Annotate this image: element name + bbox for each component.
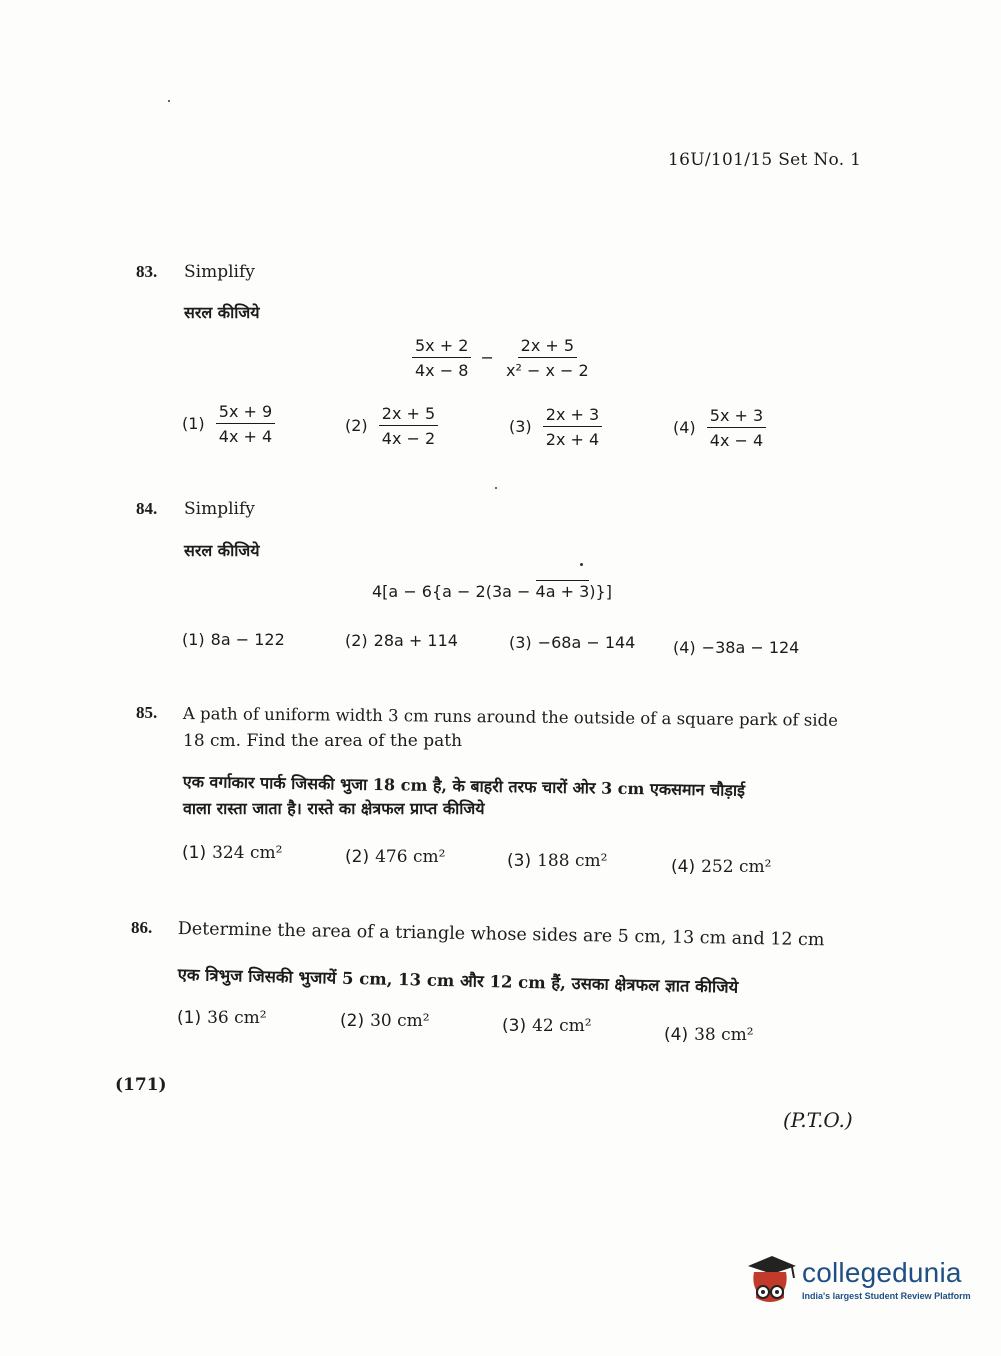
option-label: (4) [664, 1025, 689, 1045]
question-84-prompt-hi: सरल कीजिये [184, 541, 260, 560]
fraction-numerator: 2x + 5 [379, 404, 438, 426]
fraction-denominator: 4x + 4 [218, 427, 273, 446]
fraction-denominator: x² − x − 2 [506, 361, 589, 380]
option-label: (1) [182, 843, 207, 863]
question-84-option-1[interactable] [182, 630, 285, 649]
option-value: 476 cm² [375, 847, 446, 867]
option-label: (3) [507, 851, 532, 871]
question-83-prompt-hi: सरल कीजिये [184, 303, 260, 322]
option-label: (1) [177, 1008, 202, 1028]
option-label: (3) [509, 633, 532, 652]
question-86-text-en: Determine the area of a triangle whose sides are 5 cm, 13 cm and 12 cm [177, 919, 825, 951]
question-86-option-3[interactable] [502, 1016, 592, 1036]
option-label: (3) [509, 416, 532, 436]
question-83-option-2[interactable] [345, 404, 438, 448]
question-84-option-2[interactable] [345, 631, 458, 650]
option-label: (4) [673, 638, 696, 657]
question-86-option-1[interactable] [177, 1008, 267, 1028]
fraction-numerator: 5x + 9 [216, 402, 275, 424]
option-label: (3) [502, 1016, 527, 1036]
option-label: (2) [345, 631, 368, 650]
page-number: (171) [115, 1075, 167, 1095]
overlined-term: 4a + 3 [535, 582, 590, 601]
option-value: 28a + 114 [373, 631, 458, 650]
question-84-option-4[interactable] [673, 638, 799, 657]
question-84-expression [372, 582, 612, 601]
question-number-86: 86. [131, 918, 153, 937]
question-85-option-3[interactable] [507, 851, 607, 871]
collegedunia-watermark [742, 1252, 971, 1308]
fraction-denominator: 4x − 4 [709, 431, 764, 450]
option-label: (4) [671, 857, 696, 877]
question-number-84: 84. [136, 499, 158, 518]
fraction-denominator: 2x + 4 [545, 430, 600, 449]
fraction-denominator: 4x − 2 [381, 429, 436, 448]
fraction-numerator: 2x + 5 [518, 336, 577, 358]
question-number-83: 83. [136, 262, 158, 281]
option-label: (4) [673, 417, 696, 437]
brand-name: collegedunia [802, 1257, 962, 1288]
mascot-logo-icon [742, 1252, 798, 1308]
brand-tagline: India's largest Student Review Platform [802, 1291, 971, 1301]
fraction-numerator: 2x + 3 [543, 405, 602, 427]
option-value: 252 cm² [701, 857, 772, 877]
pto-label: (P.T.O.) [783, 1108, 853, 1132]
question-85-option-1[interactable] [182, 843, 282, 863]
question-86-option-2[interactable] [340, 1011, 430, 1031]
option-label: (2) [340, 1011, 365, 1031]
question-83-option-4[interactable] [673, 406, 766, 450]
minus-operator: − [480, 347, 494, 367]
question-85-option-2[interactable] [345, 847, 445, 867]
expression-part: )}] [589, 582, 612, 601]
question-85-text-hi-line1: एक वर्गाकार पार्क जिसकी भुजा 18 cm है, के बाहरी तरफ चारों ओर 3 cm एकसमान चौड़ाई [182, 771, 746, 800]
question-85-text-en-line1: A path of uniform width 3 cm runs around the outside of a square park of side [182, 704, 838, 730]
option-label: (1) [182, 413, 205, 433]
option-value: 30 cm² [370, 1011, 430, 1031]
option-value: 42 cm² [532, 1016, 592, 1036]
option-value: −68a − 144 [537, 633, 636, 652]
paper-code: 16U/101/15 Set No. 1 [668, 150, 862, 170]
option-value: −38a − 124 [701, 638, 800, 657]
option-value: 8a − 122 [210, 630, 285, 649]
question-84-option-3[interactable] [509, 633, 635, 652]
question-85-option-4[interactable] [671, 857, 771, 877]
question-86-text-hi: एक त्रिभुज जिसकी भुजायें 5 cm, 13 cm और 12 cm हैं, उसका क्षेत्रफल ज्ञात कीजिये [177, 964, 739, 997]
question-number-85: 85. [136, 703, 158, 722]
option-label: (1) [182, 630, 205, 649]
question-83-option-3[interactable] [509, 405, 602, 449]
fraction-numerator: 5x + 3 [707, 406, 766, 428]
question-85-text-en-line2: 18 cm. Find the area of the path [183, 731, 463, 751]
expression-fraction-2 [503, 336, 592, 380]
option-value: 36 cm² [207, 1008, 267, 1028]
fraction-denominator: 4x − 8 [415, 361, 469, 380]
option-label: (2) [345, 415, 368, 435]
question-83-expression [412, 336, 592, 380]
option-value: 38 cm² [694, 1025, 754, 1045]
scan-speck [580, 563, 583, 566]
question-84-prompt-en: Simplify [184, 499, 255, 519]
option-value: 188 cm² [537, 851, 608, 871]
expression-fraction-1 [412, 336, 471, 380]
fraction-numerator: 5x + 2 [412, 336, 471, 358]
question-86-option-4[interactable] [664, 1025, 754, 1045]
question-83-prompt-en: Simplify [184, 262, 255, 282]
question-83-option-1[interactable] [182, 402, 275, 446]
expression-part: 4[a − 6{a − 2(3a − [372, 582, 536, 601]
question-85-text-hi-line2: वाला रास्ता जाता है। रास्ते का क्षेत्रफल प्राप्त कीजिये [183, 799, 485, 818]
option-value: 324 cm² [212, 843, 283, 863]
scan-speck [168, 100, 170, 102]
scan-speck [495, 487, 497, 489]
option-label: (2) [345, 847, 370, 867]
